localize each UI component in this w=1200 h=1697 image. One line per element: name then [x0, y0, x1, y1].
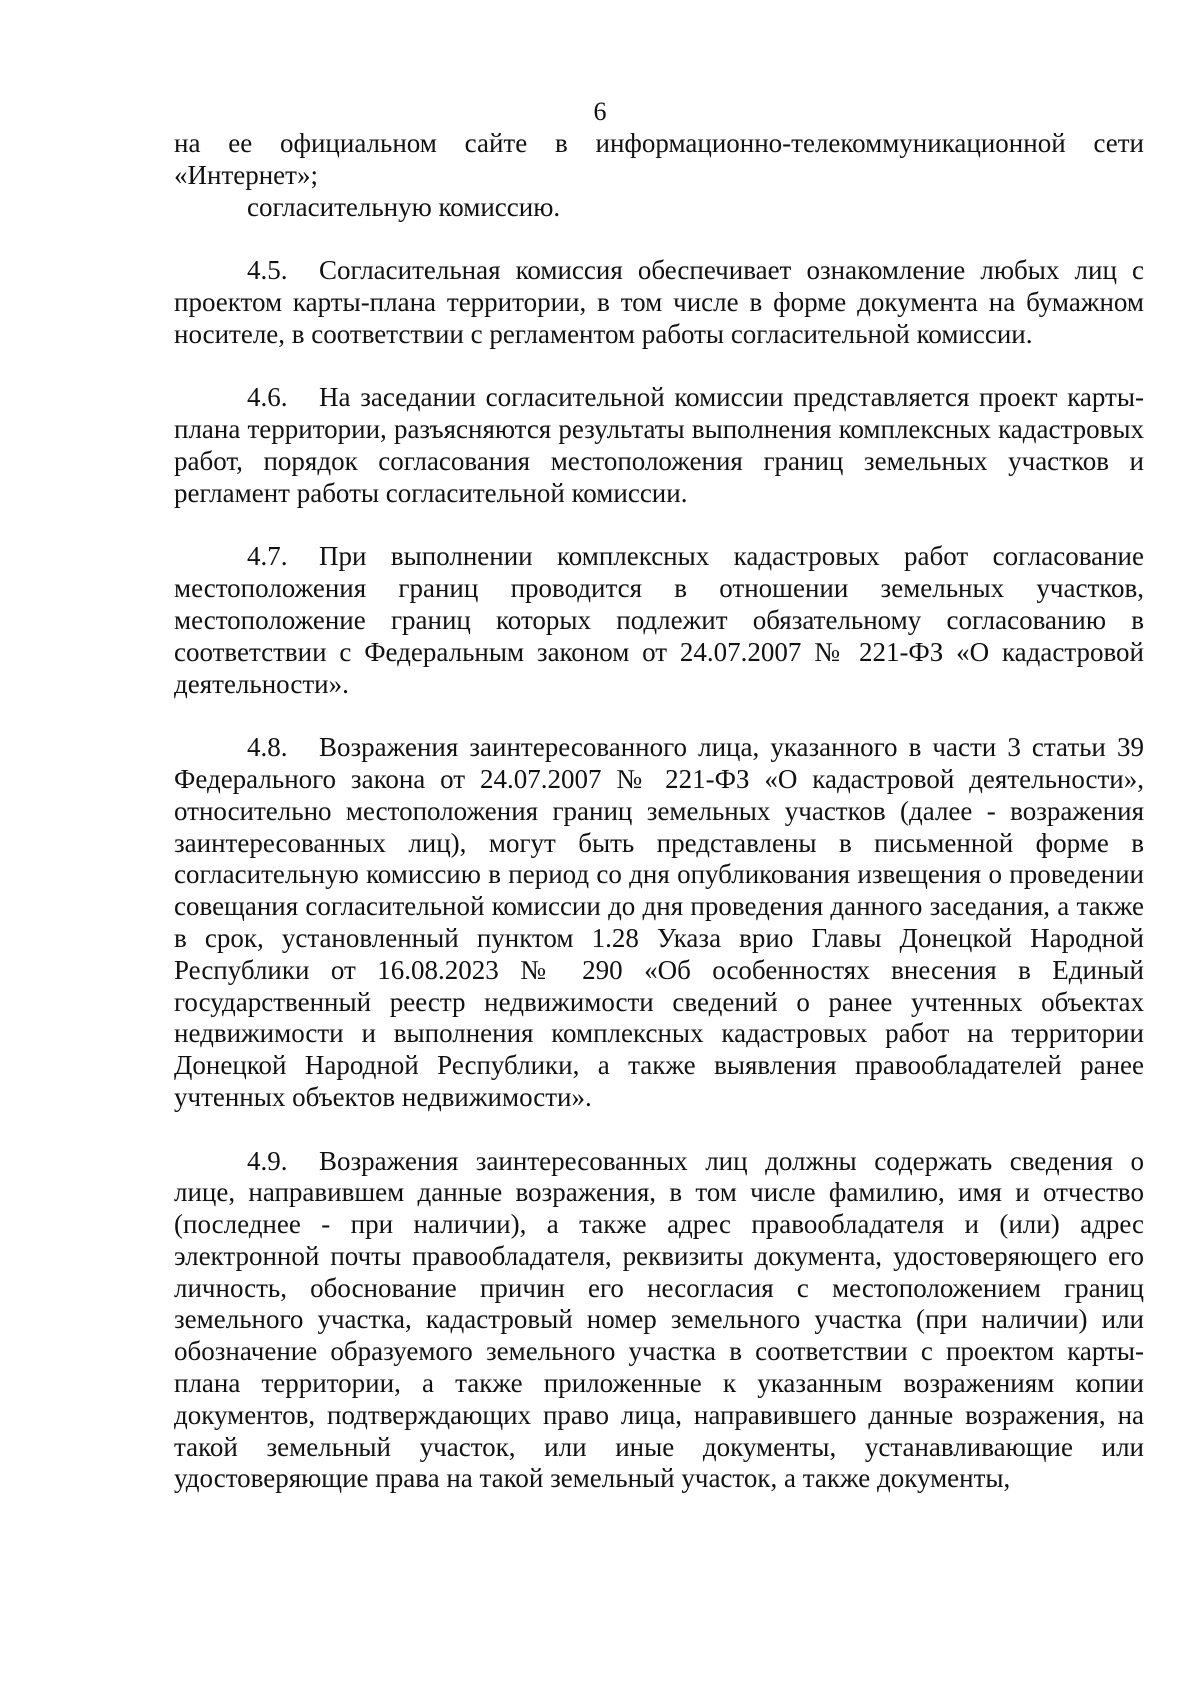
- section-number: 4.6.: [247, 382, 288, 413]
- document-body: [174, 128, 1144, 1495]
- section-4-6: [174, 382, 1144, 509]
- section-text: На заседании согласительной комиссии представляется проект карты-плана территории, разъясняются результаты выполнения комплексных кадастровых работ, порядок согласования местоположения границ земельных участков и регламент работы согласительной комиссии.: [174, 382, 1144, 508]
- section-text: Возражения заинтересованных лиц должны содержать сведения о лице, направившем данные возражения, в том числе фамилию, имя и отчество (последнее - при наличии), а также адрес правообладателя и (или) адрес электронной почты правообладателя, реквизиты документа, удостоверяющего его личность, обоснование причин его несогласия с местоположением границ земельного участка, кадастровый номер земельного участка (при наличии) или обозначение образуемого земельного участка в соответствии с проектом карты-плана территории, а также приложенные к указанным возражениям копии документов, подтверждающих право лица, направившего данные возражения, на такой земельный участок, или иные документы, устанавливающие или удостоверяющие права на такой земельный участок, а также документы,: [174, 1145, 1144, 1494]
- section-4-5: [174, 255, 1144, 350]
- section-4-7: [174, 541, 1144, 700]
- page-number: 6: [593, 97, 607, 126]
- section-number: 4.8.: [247, 732, 288, 763]
- section-4-9: [174, 1146, 1144, 1496]
- section-number: 4.5.: [247, 255, 288, 286]
- section-text: Согласительная комиссия обеспечивает ознакомление любых лиц с проектом карты-плана территории, в том числе в форме документа на бумажном носителе, в соответствии с регламентом работы согласительной комиссии.: [174, 255, 1144, 349]
- intro-paragraph: на ее официальном сайте в информационно-телекоммуникационной сети «Интернет»;: [174, 128, 1144, 190]
- section-number: 4.7.: [247, 541, 288, 572]
- section-number: 4.9.: [247, 1145, 288, 1176]
- intro-paragraph-2: согласительную комиссию.: [247, 191, 561, 222]
- section-text: Возражения заинтересованного лица, указанного в части 3 статьи 39 Федерального закона от 24.07.2007 № 221-ФЗ «О кадастровой деятельности», относительно местоположения границ земельных участков (далее - возражения заинтересованных лиц), могут быть представлены в письменной форме в согласительную комиссию в период со дня опубликования извещения о проведении совещания согласительной комиссии до дня проведения данного заседания, а также в срок, установленный пунктом 1.28 Указа врио Главы Донецкой Народной Республики от 16.08.2023 № 290 «Об особенностях внесения в Единый государственный реестр недвижимости сведений о ранее учтенных объектах недвижимости и выполнения комплексных кадастровых работ на территории Донецкой Народной Республики, а также выявления правообладателей ранее учтенных объектов недвижимости».: [174, 732, 1144, 1112]
- section-text: При выполнении комплексных кадастровых работ согласование местоположения границ проводится в отношении земельных участков, местоположение границ которых подлежит обязательному согласованию в соответствии с Федеральным законом от 24.07.2007 № 221-ФЗ «О кадастровой деятельности».: [174, 541, 1144, 699]
- section-4-8: [174, 732, 1144, 1114]
